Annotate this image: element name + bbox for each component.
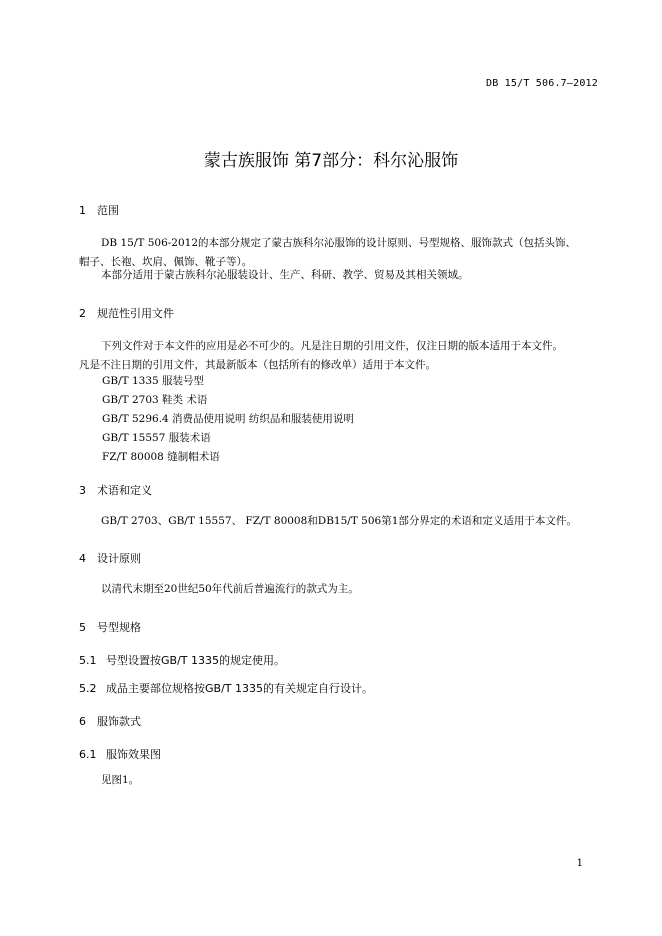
section-5-heading <box>79 619 141 635</box>
section-number: 2 <box>79 307 86 320</box>
section-title: 服饰款式 <box>97 715 141 728</box>
section-title: 术语和定义 <box>97 484 152 497</box>
subsection-number: 6.1 <box>79 748 97 761</box>
section-title: 设计原则 <box>97 552 141 565</box>
text-line: 下列文件对于本文件的应用是必不可少的。凡是注日期的引用文件，仅注日期的版本适用于本文件。 <box>101 340 563 352</box>
section-2-paragraph-1 <box>79 337 601 375</box>
subsection-number: 5.2 <box>79 682 97 695</box>
subsection-6-1 <box>79 746 161 762</box>
section-number: 1 <box>79 204 86 217</box>
standard-code: DB 15/T 506.7—2012 <box>486 78 598 89</box>
section-title: 规范性引用文件 <box>97 307 174 320</box>
document-title: 蒙古族服饰 第7部分：科尔沁服饰 <box>203 151 459 171</box>
page-number: 1 <box>576 858 583 869</box>
section-1-paragraph-2: 本部分适用于蒙古族科尔沁服装设计、生产、科研、教学、贸易及其相关领域。 <box>101 269 469 281</box>
section-number: 4 <box>79 552 86 565</box>
subsection-text: 号型设置按GB/T 1335的规定使用。 <box>106 654 285 667</box>
section-1-heading <box>79 202 119 218</box>
section-3-heading <box>79 482 152 498</box>
text-line: 帽子、长袍、坎肩、佩饰、靴子等）。 <box>79 256 253 268</box>
section-title: 号型规格 <box>97 621 141 634</box>
reference-item: FZ/T 80008 缝制帽术语 <box>102 451 220 463</box>
section-6-heading <box>79 713 141 729</box>
subsection-number: 5.1 <box>79 654 97 667</box>
section-number: 3 <box>79 484 86 497</box>
subsection-text: 成品主要部位规格按GB/T 1335的有关规定自行设计。 <box>106 682 373 695</box>
text-line: 凡是不注日期的引用文件，其最新版本（包括所有的修改单）适用于本文件。 <box>79 359 436 371</box>
section-4-paragraph-1: 以清代末期至20世纪50年代前后普遍流行的款式为主。 <box>101 583 359 595</box>
subsection-text: 服饰效果图 <box>106 748 161 761</box>
subsection-5-2 <box>79 680 373 696</box>
section-number: 5 <box>79 621 86 634</box>
reference-item: GB/T 2703 鞋类 术语 <box>102 394 208 406</box>
section-6-paragraph-1: 见图1。 <box>101 774 140 786</box>
section-title: 范围 <box>97 204 119 217</box>
section-4-heading <box>79 550 141 566</box>
text-line: DB 15/T 506-2012的本部分规定了蒙古族科尔沁服饰的设计原则、号型规格、服饰款式（包括头饰、 <box>101 237 577 249</box>
reference-item: GB/T 5296.4 消费品使用说明 纺织品和服装使用说明 <box>102 413 354 425</box>
section-2-heading <box>79 305 174 321</box>
section-3-paragraph-1: GB/T 2703、GB/T 15557、 FZ/T 80008和DB15/T 506第1部分界定的术语和定义适用于本文件。 <box>101 515 577 527</box>
reference-item: GB/T 15557 服装术语 <box>102 432 211 444</box>
section-number: 6 <box>79 715 86 728</box>
subsection-5-1 <box>79 652 285 668</box>
reference-item: GB/T 1335 服装号型 <box>102 375 205 387</box>
